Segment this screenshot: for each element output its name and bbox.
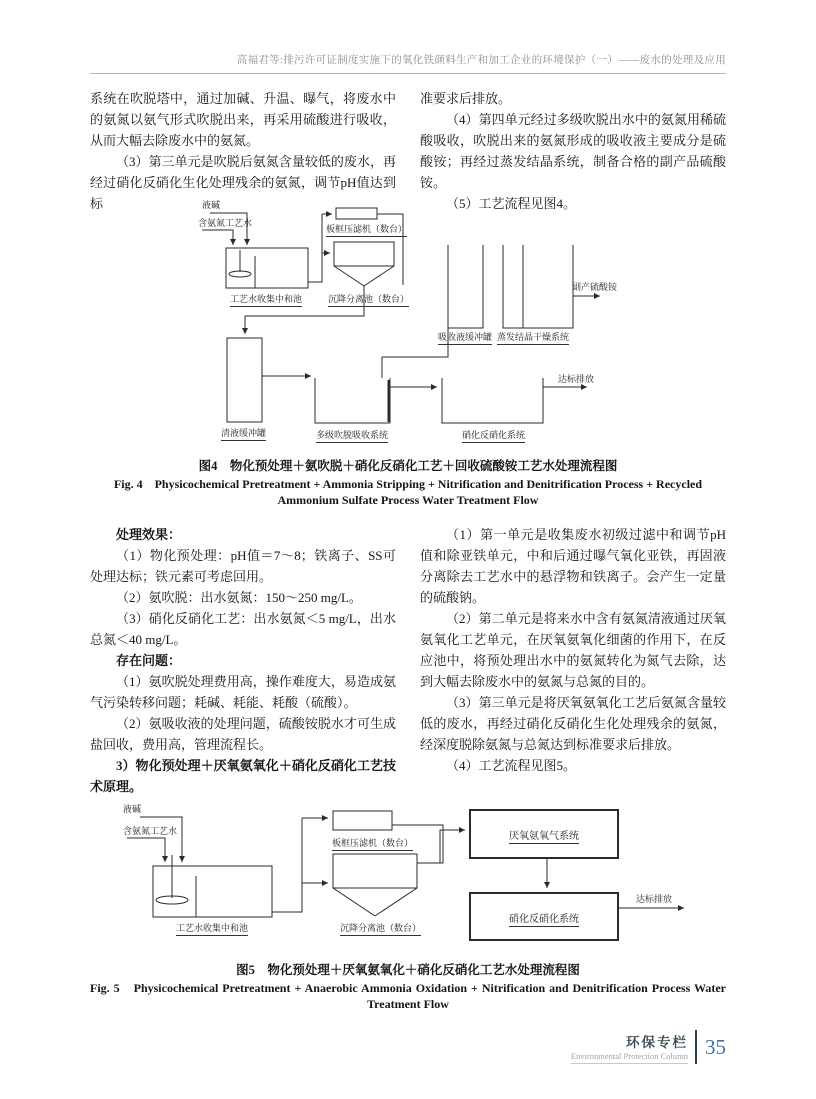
figure5-flow-diagram: [90, 800, 726, 955]
footer-divider-bar: [695, 1030, 697, 1064]
paragraph: （2）氨吹脱：出水氨氮：150～250 mg/L。: [116, 590, 362, 605]
stream-label-ammonia-water: 含氨氮工艺水: [123, 826, 178, 836]
middle-left-column: [90, 524, 396, 797]
paragraph: （1）物化预处理：pH值＝7～8；铁离子、SS可处理达标；铁元素可考虑回用。: [90, 548, 396, 584]
equip-label-collection-tank: 工艺水收集中和池: [176, 923, 248, 936]
paragraph: 准要求后排放。: [420, 91, 512, 106]
figure5-caption-cn: 图5 物化预处理＋厌氧氨氧化＋硝化反硝化工艺水处理流程图: [236, 963, 580, 977]
equip-label-clear-buffer: 清液缓冲罐: [221, 428, 266, 441]
paragraph: （3）第三单元是吹脱后氨氮含量较低的废水，再经过硝化反硝化生化处理残余的氨氮，调节pH值达到标: [90, 154, 396, 211]
footer-column-en: Environmental Protection Column: [571, 1051, 688, 1064]
stream-label-byproduct: 副产硫酸铵: [572, 282, 618, 292]
paragraph: （4）第四单元经过多级吹脱出水中的氨氮用稀硫酸吸收，吹脱出来的氨氮形成的吸收液主要成分是硫酸铵；再经过蒸发结晶系统，制备合格的副产品硫酸铵。: [420, 112, 726, 190]
equip-label-stripping-system: 多级吹脱吸收系统: [316, 430, 388, 443]
running-header: 高福君等:排污许可证制度实施下的氧化铁颜料生产和加工企业的环境保护（一）——废水的处理及应用: [90, 52, 726, 74]
equip-label-settling-tank: 沉降分离池（数台）: [328, 294, 409, 307]
figure5-caption-en-line1: Fig. 5 Physicochemical Pretreatment + Anaerobic Ammonia Oxidation + Nitrification and Denitrification Process Water: [90, 981, 726, 995]
figure4-caption-en-line1: Fig. 4 Physicochemical Pretreatment + Ammonia Stripping + Nitrification and Denitrification Process + Recycled: [113, 477, 703, 491]
middle-right-column: [420, 524, 726, 776]
top-right-column: [420, 88, 726, 214]
figure5-caption-en-line2: Treatment Flow: [367, 997, 449, 1011]
paragraph: （5）工艺流程见图4。: [446, 196, 577, 211]
figure4-flow-diagram: [90, 198, 726, 450]
stream-label-discharge: 达标排放: [636, 894, 673, 904]
stream-label-liquid-alkali: 液碱: [202, 200, 221, 210]
stream-label-discharge: 达标排放: [558, 374, 595, 384]
equip-label-nitrification-system: 硝化反硝化系统: [462, 430, 525, 443]
top-left-column: [90, 88, 396, 214]
equip-label-filter-press: 板框压滤机（数台）: [332, 838, 413, 851]
stream-label-liquid-alkali: 液碱: [123, 804, 142, 814]
paragraph: （4）工艺流程见图5。: [446, 758, 577, 773]
page-number: 35: [705, 1034, 726, 1059]
paragraph: 系统在吹脱塔中，通过加碱、升温、曝气，将废水中的氨氮以氨气形式吹脱出来，再采用硫酸进行吸收，从而大幅去除废水中的氨氮。: [90, 91, 396, 148]
equip-label-anammox-system: 厌氧氨氧气系统: [509, 831, 579, 842]
subheading: 处理效果：: [116, 527, 182, 542]
subheading: 存在问题：: [116, 653, 182, 668]
footer-column-title: [571, 1031, 688, 1064]
page-footer: [571, 1030, 726, 1064]
stream-label-ammonia-water: 含氨氮工艺水: [198, 218, 253, 228]
paragraph: （2）第二单元是将来水中含有氨氮清液通过厌氧氨氧化工艺单元，在厌氧氨氧化细菌的作用下，在反应池中，将预处理出水中的氨氮转化为氮气去除，达到大幅去除废水中的氨氮与总氮的目的。: [420, 611, 726, 689]
figure4-caption-cn: 图4 物化预处理＋氨吹脱＋硝化反硝化工艺＋回收硫酸铵工艺水处理流程图: [198, 459, 618, 473]
figure4-caption-en-line2: Ammonium Sulfate Process Water Treatment Flow: [277, 493, 539, 507]
equip-label-collection-tank: 工艺水收集中和池: [230, 294, 302, 307]
paragraph: （1）第一单元是收集废水初级过滤中和调节pH值和除亚铁单元，中和后通过曝气氧化亚铁，再固液分离除去工艺水中的悬浮物和铁离子。会产生一定量的硫酸钠。: [420, 527, 726, 605]
paragraph: （2）氨吸收液的处理问题，硫酸铵脱水才可生成盐回收，费用高，管理流程长。: [90, 716, 396, 752]
equip-label-settling-tank: 沉降分离池（数台）: [340, 923, 421, 936]
subheading: 3）物化预处理＋厌氧氨氧化＋硝化反硝化工艺技术原理。: [90, 758, 396, 794]
equip-label-nitrification-system: 硝化反硝化系统: [509, 914, 579, 925]
paragraph: （3）第三单元是将厌氧氨氧化工艺后氨氮含量较低的废水，再经过硝化反硝化生化处理残余的氨氮，经深度脱除氨氮与总氮达到标准要求后排放。: [420, 695, 726, 752]
paragraph: （3）硝化反硝化工艺：出水氨氮＜5 mg/L，出水总氮＜40 mg/L。: [90, 611, 396, 647]
equip-label-absorb-buffer: 吸收液缓冲罐: [438, 332, 492, 345]
figure4-lines: [90, 198, 726, 450]
equip-label-evaporation-system: 蒸发结晶干燥系统: [497, 332, 569, 345]
equip-label-filter-press: 板框压滤机（数台）: [326, 224, 407, 237]
paragraph: （1）氨吹脱处理费用高，操作难度大，易造成氨气污染转移问题；耗碱、耗能、耗酸（硫酸）。: [90, 674, 396, 710]
footer-column-cn: 环保专栏: [626, 1034, 688, 1050]
